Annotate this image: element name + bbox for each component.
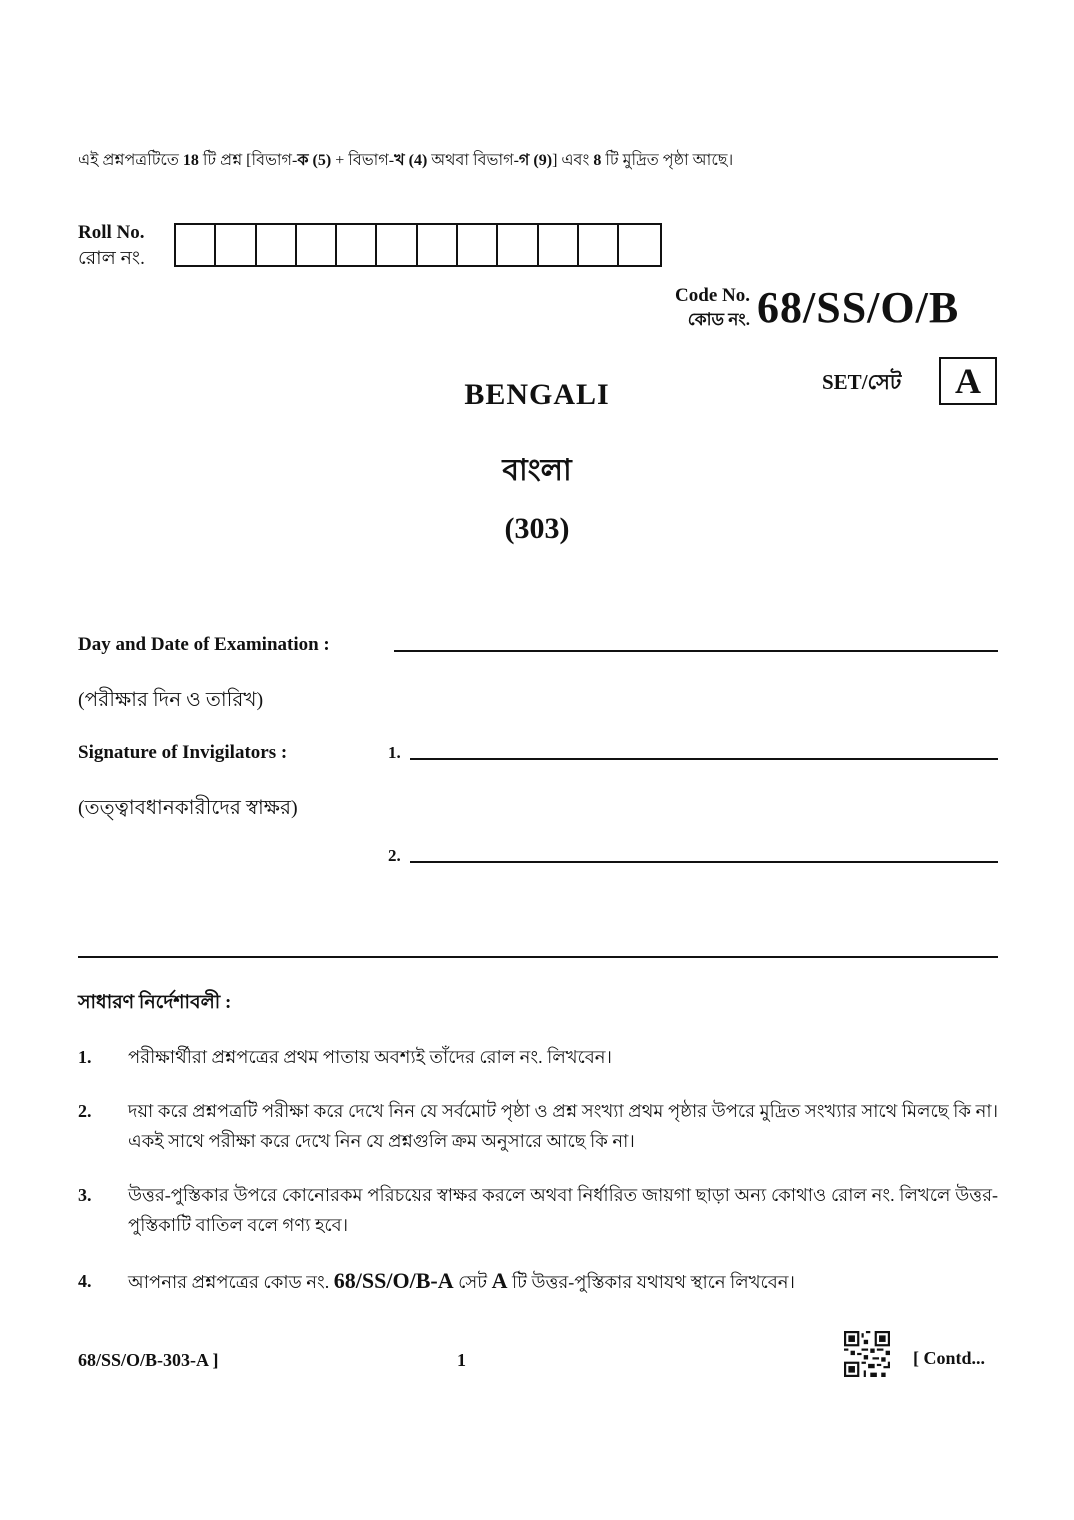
signature-number-2: 2. — [388, 846, 401, 865]
section-divider — [78, 956, 998, 958]
instruction-text: পরীক্ষার্থীরা প্রশ্নপত্রের প্রথম পাতায় অবশ্যই তাঁদের রোল নং. লিখবেন। — [128, 1047, 612, 1067]
code-number-value: 68/SS/O/B — [757, 283, 960, 332]
paper-set: A — [491, 1268, 508, 1293]
roll-digit-box[interactable] — [458, 225, 498, 265]
subject-title-bengali: বাংলা — [502, 454, 572, 487]
question-paper-note: এই প্রশ্নপত্রটিতে 18 টি প্রশ্ন [বিভাগ-ক (5) + বিভাগ-খ (4) অথবা বিভাগ-গ (9)] এবং 8 টি মুদ্রিত পৃষ্ঠা আছে। — [78, 152, 734, 169]
signature-number-1: 1. — [388, 743, 401, 762]
roll-digit-box[interactable] — [216, 225, 256, 265]
instruction-item — [78, 1266, 998, 1297]
instruction-item — [78, 1042, 998, 1072]
footer-paper-code: 68/SS/O/B-303-A ] — [78, 1350, 219, 1370]
roll-digit-box[interactable] — [257, 225, 297, 265]
instruction-text: উত্তর-পুস্তিকার উপরে কোনোরকম পরিচয়ের স্বাক্ষর করলে অথবা নির্ধারিত জায়গা ছাড়া অন্য কোথাও রোল নং. লিখলে উত্তর-পুস্তিকাটি বাতিল বলে গণ্য হবে। — [128, 1185, 998, 1235]
page-number: 1 — [457, 1350, 466, 1370]
instruction-number: 2. — [78, 1101, 92, 1121]
roll-digit-box[interactable] — [619, 225, 659, 265]
invigilator-signature-label: Signature of Invigilators : — [78, 742, 288, 763]
roll-digit-box[interactable] — [539, 225, 579, 265]
instruction-number: 3. — [78, 1185, 92, 1205]
invigilator-signature-label-bengali: (তত্ত্বাবধানকারীদের স্বাক্ষর) — [78, 797, 298, 819]
signature-line-2[interactable] — [410, 861, 998, 863]
instructions-heading: সাধারণ নির্দেশাবলী : — [78, 992, 232, 1013]
roll-digit-box[interactable] — [297, 225, 337, 265]
exam-date-label: Day and Date of Examination : — [78, 634, 330, 655]
set-label: SET/সেট — [822, 370, 902, 394]
paper-code: 68/SS/O/B-A — [333, 1268, 454, 1293]
code-number-label: Code No. কোড নং. — [675, 285, 750, 329]
roll-digit-box[interactable] — [176, 225, 216, 265]
instruction-item — [78, 1180, 998, 1240]
instruction-number: 1. — [78, 1047, 92, 1067]
roll-number-label: Roll No. রোল নং. — [78, 222, 145, 269]
instruction-text: দয়া করে প্রশ্নপত্রটি পরীক্ষা করে দেখে নিন যে সর্বমোট পৃষ্ঠা ও প্রশ্ন সংখ্যা প্রথম পৃষ্ঠার উপরে মুদ্রিত সংখ্যার সাথে মিলছে কি না। একই সাথে পরীক্ষা করে দেখে নিন যে প্রশ্নগুলি ক্রম অনুসারে আছে কি না। — [128, 1101, 998, 1151]
roll-digit-box[interactable] — [377, 225, 417, 265]
instruction-item — [78, 1096, 998, 1156]
qr-code-icon — [844, 1331, 890, 1377]
set-value-box: A — [939, 357, 997, 405]
instruction-text: আপনার প্রশ্নপত্রের কোড নং. 68/SS/O/B-A সেট A টি উত্তর-পুস্তিকার যথাযথ স্থানে লিখবেন। — [128, 1268, 795, 1293]
exam-date-label-bengali: (পরীক্ষার দিন ও তারিখ) — [78, 689, 264, 711]
subject-title-english: BENGALI — [464, 378, 610, 411]
roll-digit-box[interactable] — [337, 225, 377, 265]
subject-code: (303) — [504, 512, 570, 545]
continued-label: [ Contd... — [913, 1348, 986, 1368]
roll-digit-box[interactable] — [418, 225, 458, 265]
roll-digit-box[interactable] — [579, 225, 619, 265]
signature-line-1[interactable] — [410, 758, 998, 760]
instruction-number: 4. — [78, 1271, 92, 1291]
exam-date-line[interactable] — [394, 650, 998, 652]
roll-number-boxes[interactable] — [174, 223, 662, 267]
roll-digit-box[interactable] — [498, 225, 538, 265]
